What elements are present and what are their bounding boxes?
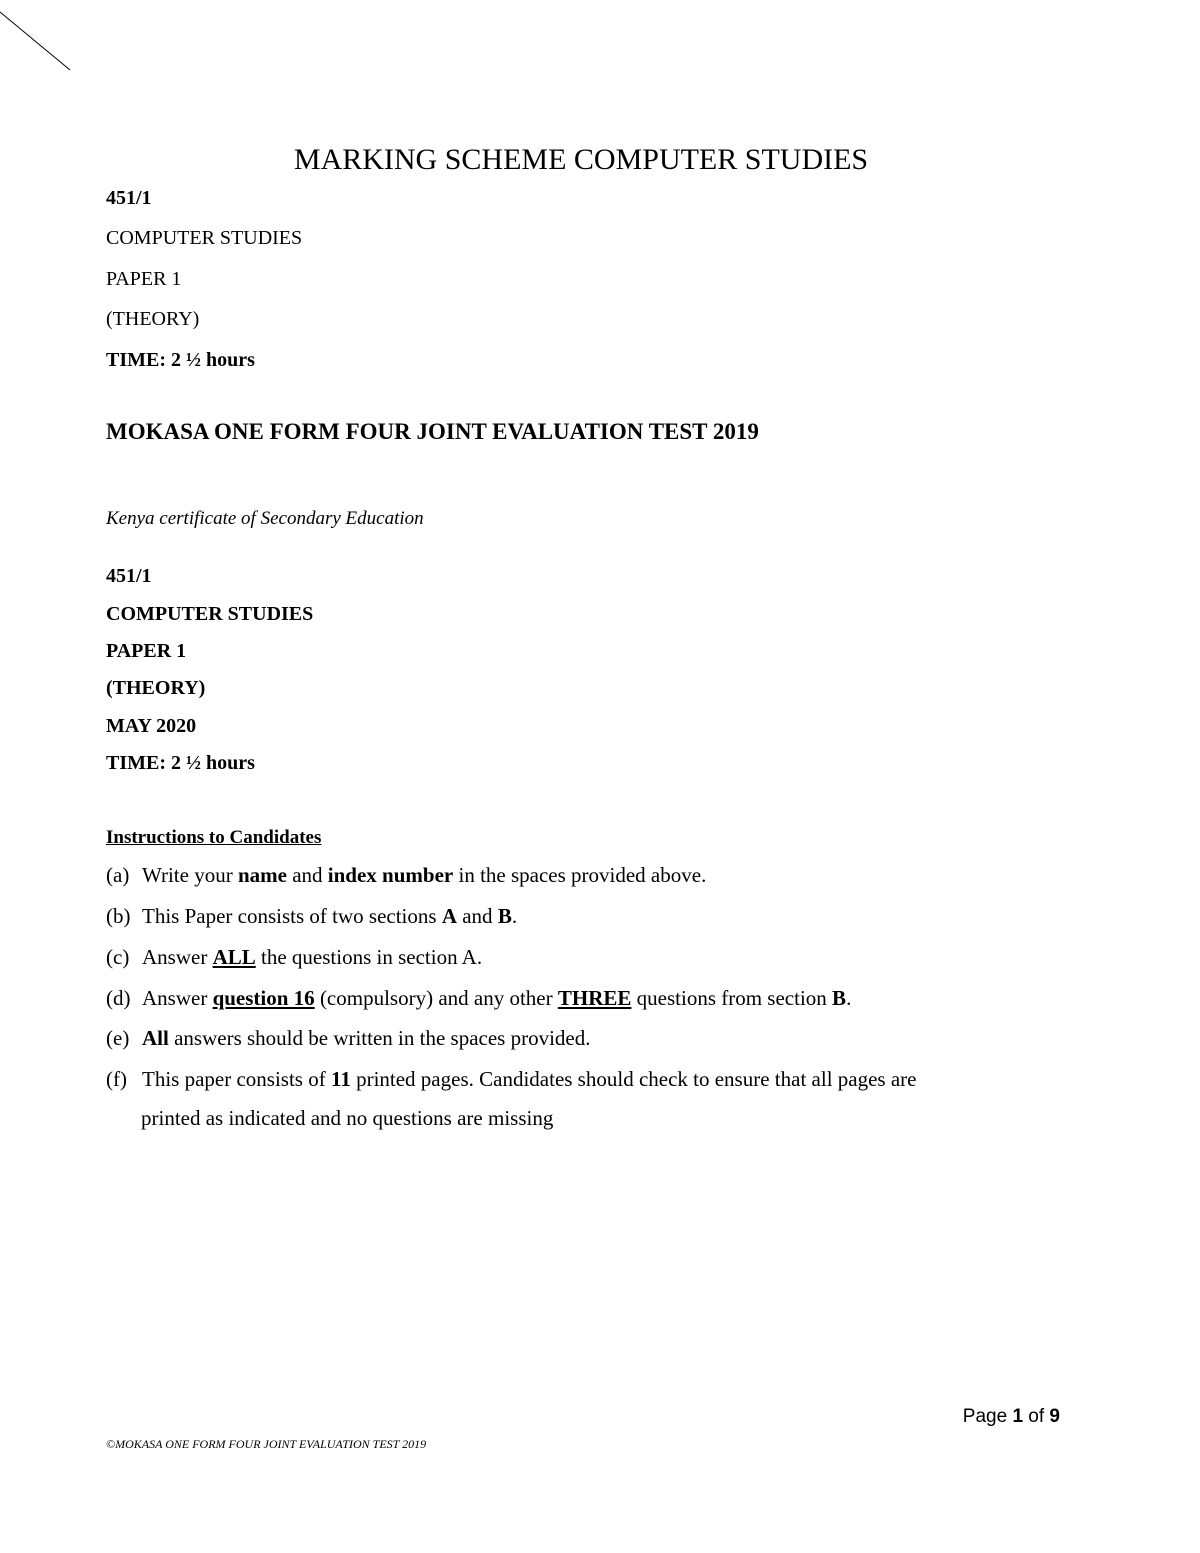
block2-date: MAY 2020 (106, 715, 197, 737)
instruction-bold: All (142, 1026, 169, 1050)
instruction-text: in the spaces provided above. (453, 863, 707, 887)
block2-subject: COMPUTER STUDIES (106, 603, 314, 625)
instruction-text: Answer (142, 945, 213, 969)
instruction-c (106, 944, 482, 970)
block2-paper: PAPER 1 (106, 640, 187, 662)
instruction-letter: (f) (106, 1067, 127, 1091)
header-paper: PAPER 1 (106, 268, 182, 290)
instruction-text: the questions in section A. (255, 945, 483, 969)
header-time: TIME: 2 ½ hours (106, 349, 255, 371)
corner-fold-line (0, 0, 80, 80)
instructions-heading: Instructions to Candidates (106, 827, 322, 848)
instruction-letter: (c) (106, 945, 130, 969)
instruction-letter: (a) (106, 863, 130, 887)
instruction-bold: 11 (330, 1067, 351, 1091)
instruction-bold: B (497, 904, 512, 928)
instruction-d (106, 985, 851, 1011)
instruction-text: and (456, 904, 498, 928)
instruction-text: . (511, 904, 518, 928)
block2-time: TIME: 2 ½ hours (106, 752, 255, 774)
instruction-text: . (846, 986, 852, 1010)
instruction-letter: (b) (106, 904, 131, 928)
header-type: (THEORY) (106, 308, 200, 330)
instruction-bold-underline: THREE (557, 986, 632, 1010)
instruction-text: Write your (142, 863, 238, 887)
instruction-b (106, 903, 517, 929)
page-total: 9 (1049, 1406, 1060, 1427)
certificate-name: Kenya certificate of Secondary Education (106, 508, 424, 529)
page-number (963, 1405, 1060, 1429)
block2-type: (THEORY) (106, 677, 206, 699)
instruction-text: printed pages. Candidates should check to ensure that all pages are (350, 1067, 917, 1091)
instruction-bold: index number (327, 863, 454, 887)
exam-name: MOKASA ONE FORM FOUR JOINT EVALUATION TEST 2019 (106, 419, 759, 444)
page-current: 1 (1012, 1406, 1024, 1427)
header-subject: COMPUTER STUDIES (106, 227, 303, 249)
instruction-text: answers should be written in the spaces provided. (168, 1026, 591, 1050)
instruction-bold: A (441, 904, 457, 928)
instruction-f-continued: printed as indicated and no questions are missing (141, 1106, 554, 1130)
instruction-text: This paper consists of (142, 1067, 331, 1091)
instruction-letter: (d) (106, 986, 131, 1010)
block2-code: 451/1 (106, 565, 152, 587)
instruction-bold: B (832, 986, 847, 1010)
page-of: of (1023, 1406, 1050, 1427)
instruction-text: This Paper consists of two sections (142, 904, 442, 928)
instruction-text: and (286, 863, 328, 887)
header-code: 451/1 (106, 187, 152, 209)
instruction-text: Answer (142, 986, 213, 1010)
footer-copyright: ©MOKASA ONE FORM FOUR JOINT EVALUATION TEST 2019 (106, 1437, 427, 1451)
instruction-text: questions from section (631, 986, 833, 1010)
instruction-e (106, 1025, 591, 1051)
instruction-letter: (e) (106, 1026, 130, 1050)
instruction-bold-underline: question 16 (212, 986, 315, 1010)
page-label: Page (962, 1406, 1013, 1427)
document-title: MARKING SCHEME COMPUTER STUDIES (293, 143, 869, 176)
instruction-f (106, 1066, 916, 1092)
instruction-bold: name (237, 863, 287, 887)
instruction-bold-underline: ALL (212, 945, 256, 969)
instruction-text: (compulsory) and any other (314, 986, 558, 1010)
instruction-a (106, 862, 706, 888)
